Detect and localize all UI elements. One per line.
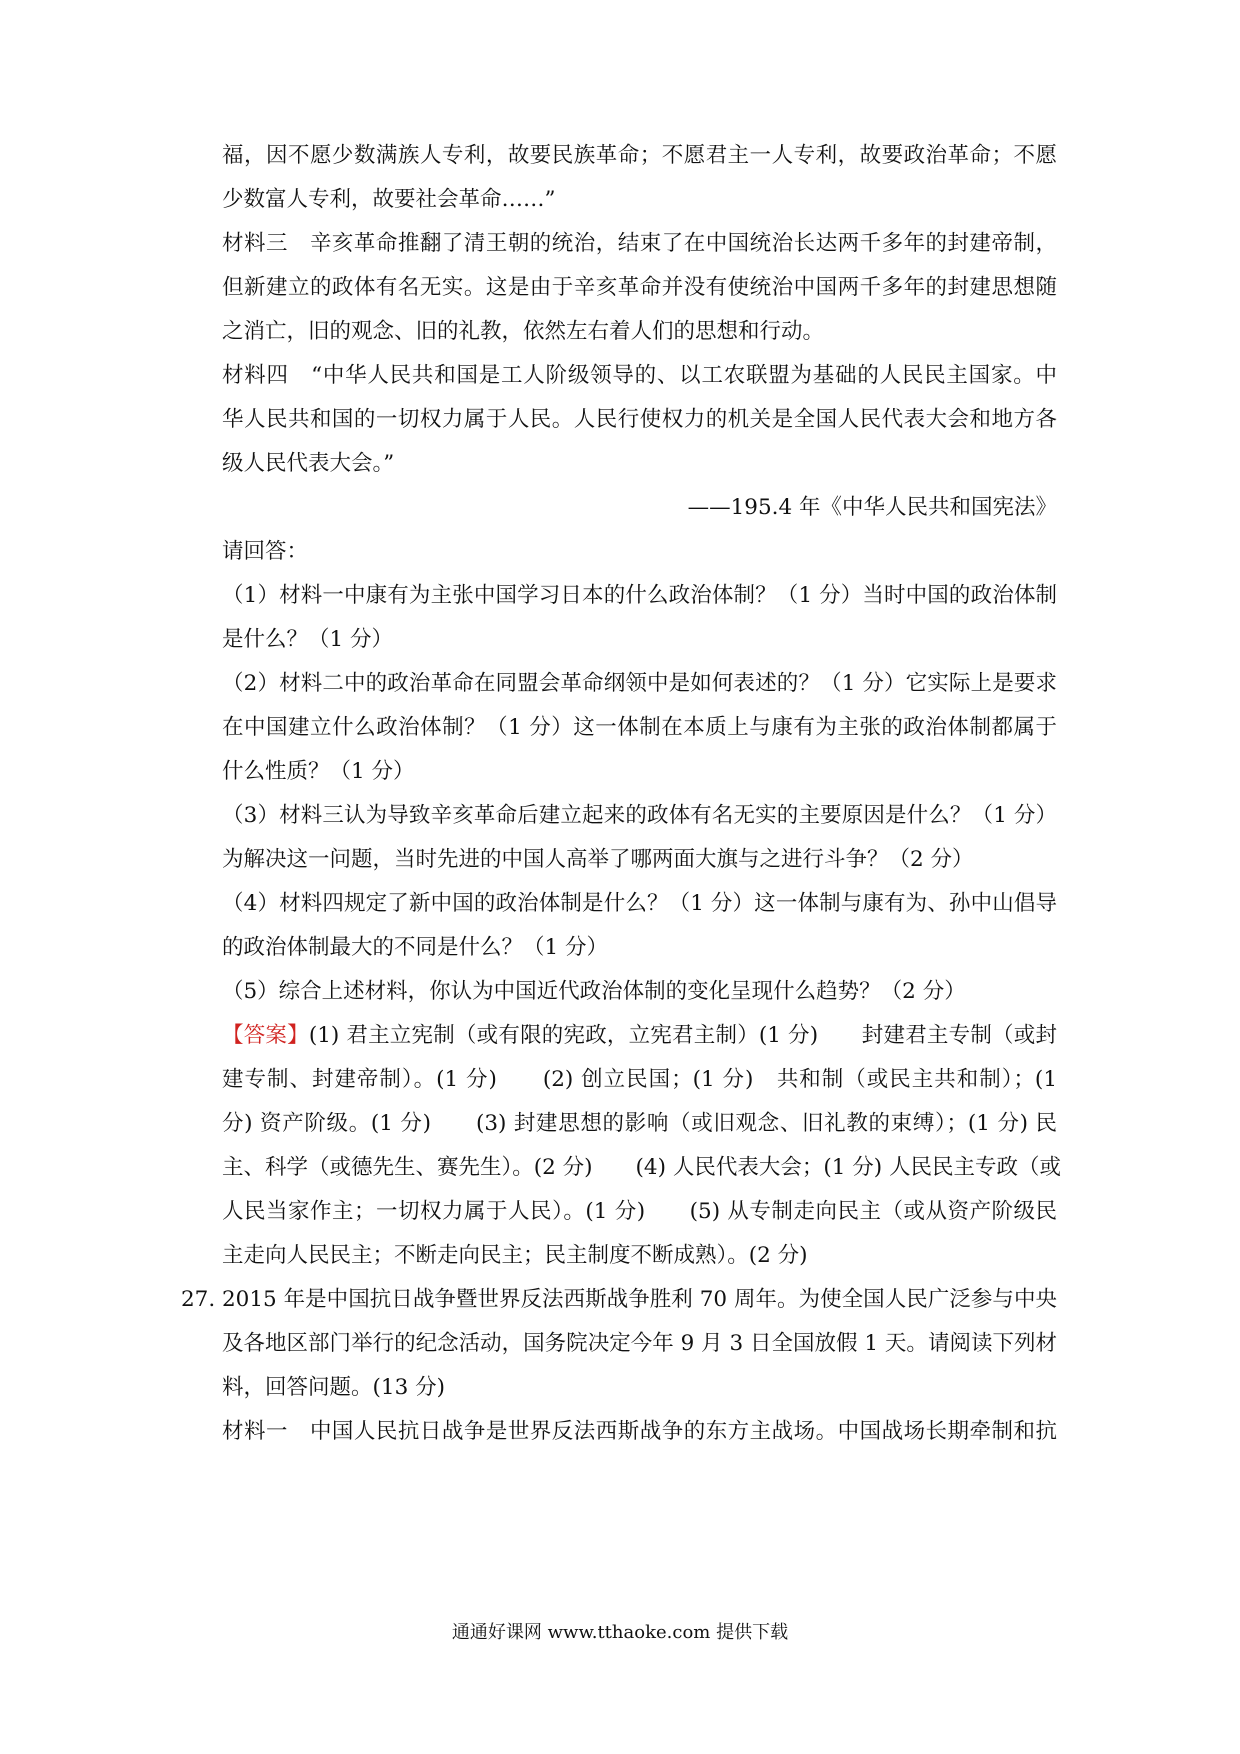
- question-line: （3）材料三认为导致辛亥革命后建立起来的政体有名无实的主要原因是什么？（1 分）: [222, 803, 1057, 828]
- question-line: 料，回答问题。(13 分): [222, 1375, 445, 1400]
- source-citation: ——195.4 年《中华人民共和国宪法》: [687, 495, 1057, 520]
- question-line: 的政治体制最大的不同是什么？（1 分）: [222, 935, 609, 960]
- question-line: （5）综合上述材料，你认为中国近代政治体制的变化呈现什么趋势？（2 分）: [222, 979, 966, 1004]
- answer-first-line: [222, 1021, 1057, 1051]
- text-line: 级人民代表大会。”: [222, 451, 395, 476]
- answer-line: 分) 资产阶级。(1 分) (3) 封建思想的影响（或旧观念、旧礼教的束缚）；(1 分) 民: [222, 1111, 1057, 1136]
- answer-text: (1) 君主立宪制（或有限的宪政，立宪君主制）(1 分) 封建君主专制（或封: [308, 1023, 1057, 1048]
- question-number: 27.: [181, 1287, 216, 1312]
- text-line: 少数富人专利，故要社会革命……”: [222, 187, 556, 212]
- question-line: 什么性质？（1 分）: [222, 759, 415, 784]
- question-line: 在中国建立什么政治体制？（1 分）这一体制在本质上与康有为主张的政治体制都属于: [222, 715, 1057, 740]
- answer-line: 人民当家作主；一切权力属于人民）。(1 分) (5) 从专制走向民主（或从资产阶级民: [222, 1199, 1057, 1224]
- text-line: 材料三 辛亥革命推翻了清王朝的统治，结束了在中国统治长达两千多年的封建帝制，: [222, 231, 1057, 256]
- text-line: 但新建立的政体有名无实。这是由于辛亥革命并没有使统治中国两千多年的封建思想随: [222, 275, 1057, 300]
- question-line: 是什么？（1 分）: [222, 627, 394, 652]
- question-line: 为解决这一问题，当时先进的中国人高举了哪两面大旗与之进行斗争？（2 分）: [222, 847, 974, 872]
- answer-label: 【答案】: [222, 1023, 309, 1048]
- answer-line: 主走向人民民主；不断走向民主；民主制度不断成熟）。(2 分): [222, 1243, 808, 1268]
- question-line: （1）材料一中康有为主张中国学习日本的什么政治体制？（1 分）当时中国的政治体制: [222, 583, 1057, 608]
- answer-line: 建专制、封建帝制）。(1 分) (2) 创立民国；(1 分) 共和制（或民主共和制）；(1: [222, 1067, 1057, 1092]
- text-line: 福，因不愿少数满族人专利，故要民族革命；不愿君主一人专利，故要政治革命；不愿: [222, 143, 1057, 168]
- answer-line: 主、科学（或德先生、赛先生）。(2 分) (4) 人民代表大会；(1 分) 人民民主专政（或: [222, 1155, 1061, 1180]
- prompt-line: 请回答：: [222, 539, 309, 564]
- text-line: 材料四 “中华人民共和国是工人阶级领导的、以工农联盟为基础的人民民主国家。中: [222, 363, 1057, 388]
- question-line: 及各地区部门举行的纪念活动，国务院决定今年 9 月 3 日全国放假 1 天。请阅读下列材: [222, 1331, 1057, 1356]
- question-line: （2）材料二中的政治革命在同盟会革命纲领中是如何表述的？（1 分）它实际上是要求: [222, 671, 1057, 696]
- page-footer: 通通好课网 www.tthaoke.com 提供下载: [451, 1622, 789, 1643]
- question-line: （4）材料四规定了新中国的政治体制是什么？（1 分）这一体制与康有为、孙中山倡导: [222, 891, 1057, 916]
- text-line: 之消亡，旧的观念、旧的礼教，依然左右着人们的思想和行动。: [222, 319, 825, 344]
- text-line: 华人民共和国的一切权力属于人民。人民行使权力的机关是全国人民代表大会和地方各: [222, 407, 1057, 432]
- question-line: 2015 年是中国抗日战争暨世界反法西斯战争胜利 70 周年。为使全国人民广泛参与中央: [222, 1287, 1057, 1312]
- material-line: 材料一 中国人民抗日战争是世界反法西斯战争的东方主战场。中国战场长期牵制和抗: [222, 1419, 1057, 1444]
